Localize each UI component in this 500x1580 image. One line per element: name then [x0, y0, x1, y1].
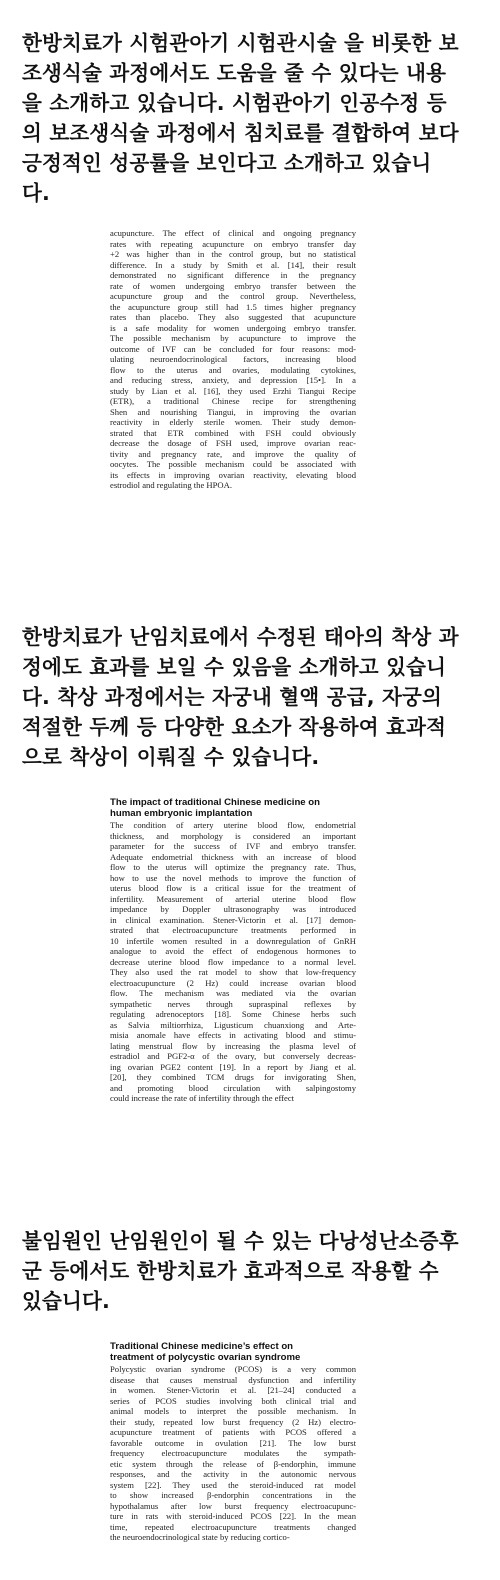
- excerpt-line: infertility. Measurement of arterial uterine blood flow: [110, 893, 356, 904]
- excerpt-line: thickness, and morphology is considered an important: [110, 830, 356, 841]
- commentary-line: 으로 착상이 이뤄질 수 있습니다.: [22, 745, 320, 769]
- excerpt-line: system [22]. They used the steroid-induced rat model: [110, 1479, 356, 1490]
- excerpt-line: flow to the uterus and ovaries, modulating cytokines,: [110, 364, 356, 375]
- commentary-line: 을 소개하고 있습니다. 시험관아기 인공수정 등: [22, 91, 447, 115]
- excerpt-line: sympathetic nerves through supraspinal reflexes by: [110, 998, 356, 1009]
- excerpt-line: regulating adrenoceptors [18]. Some Chinese herbs such: [110, 1009, 356, 1019]
- excerpt-line: difference. In a study by Smith et al. [14], their result: [110, 259, 356, 270]
- commentary-line: 긍정적인 성공률을 보인다고 소개하고 있습니: [22, 151, 432, 175]
- excerpt-line: the neuroendocrinological state by reducing cortico-: [110, 1532, 290, 1542]
- commentary-line: 다.: [22, 181, 50, 205]
- paper-excerpt-3: [110, 1341, 356, 1543]
- excerpt-line: strated that electroacupuncture treatments performed in: [110, 925, 356, 935]
- excerpt-line: and reducing stress, anxiety, and depression [15•]. In a: [110, 375, 356, 385]
- excerpt-line: series of PCOS studies involving both clinical trial and: [110, 1395, 356, 1406]
- commentary-line: 군 등에서도 한방치료가 효과적으로 작용할 수: [22, 1259, 439, 1283]
- excerpt-line: to show increased β-endorphin concentrations in the: [110, 1490, 356, 1500]
- commentary-line: 한방치료가 난임치료에서 수정된 태아의 착상 과: [22, 625, 459, 649]
- excerpt-line: estrodiol and regulating the HPOA.: [110, 480, 232, 490]
- excerpt-line: acupuncture. The effect of clinical and ongoing pregnancy: [110, 228, 356, 238]
- paper-excerpt-1: [110, 228, 356, 491]
- excerpt-line: its effects in improving ovarian reactivity, elevating blood: [110, 469, 356, 480]
- excerpt-line: how to use the novel methods to improve the function of: [110, 872, 356, 883]
- section-heading-line: Traditional Chinese medicine’s effect on: [110, 1341, 294, 1352]
- excerpt-line: (ETR), a traditional Chinese recipe for strengthening: [110, 396, 356, 406]
- excerpt-line: ulating neuroendocrinological factors, increasing blood: [110, 354, 356, 364]
- excerpt-line: The condition of artery uterine blood flow, endometrial: [110, 820, 356, 830]
- excerpt-line: rates than placebo. They also suggested that acupuncture: [110, 312, 356, 322]
- excerpt-line: responses, and the activity in the autonomic nervous: [110, 1469, 356, 1479]
- commentary-line: 적절한 두께 등 다양한 요소가 작용하여 효과적: [22, 715, 447, 739]
- commentary-block-3: [22, 1226, 482, 1316]
- excerpt-line: the acupuncture group still had 1.5 times higher pregnancy: [110, 301, 356, 312]
- excerpt-line: hypothalamus after low burst frequency electroacupunc-: [110, 1500, 356, 1511]
- excerpt-line: ture in rats with steroid-induced PCOS [22]. In the mean: [110, 1511, 356, 1521]
- excerpt-line: electroacupuncture (2 Hz) could increase ovarian blood: [110, 977, 356, 988]
- excerpt-line: Shen and nourishing Tiangui, in improving the ovarian: [110, 406, 356, 417]
- excerpt-line: estradiol and PGF2-α of the ovary, but conversely decreas-: [110, 1051, 356, 1061]
- excerpt-line: decrease uterine blood flow impedance to a normal level.: [110, 956, 356, 967]
- excerpt-line: impedance by Doppler ultrasonography was introduced: [110, 904, 356, 914]
- excerpt-line: They also used the rat model to show that low-frequency: [110, 967, 356, 977]
- excerpt-line: 10 infertile women resulted in a downregulation of GnRH: [110, 935, 356, 946]
- excerpt-line: in women. Stener-Victorin et al. [21–24] conducted a: [110, 1385, 356, 1395]
- excerpt-line: Polycystic ovarian syndrome (PCOS) is a very common: [110, 1364, 356, 1374]
- excerpt-line: could increase the rate of infertility through the effect: [110, 1093, 295, 1103]
- excerpt-line: rate of women undergoing embryo transfer between the: [110, 280, 356, 291]
- excerpt-line: reactivity in elderly sterile women. Their study demon-: [110, 417, 356, 427]
- excerpt-line: outcome of IVF can be concluded for four reasons: mod-: [110, 343, 356, 354]
- paper-excerpt-2: [110, 797, 356, 1104]
- excerpt-line: Adequate endometrial thickness with an increase of blood: [110, 851, 356, 862]
- excerpt-line: as Salvia miltiorrhiza, Ligusticum chuanxiong and Arte-: [110, 1019, 356, 1030]
- excerpt-line: time, repeated electroacupuncture treatments changed: [110, 1521, 356, 1532]
- excerpt-line: disease that causes menstrual dysfunction and infertility: [110, 1374, 356, 1385]
- commentary-line: 있습니다.: [22, 1289, 110, 1313]
- excerpt-line: rates with repeating acupuncture on embryo transfer day: [110, 238, 356, 249]
- commentary-line: 한방치료가 시험관아기 시험관시술 을 비롯한 보: [22, 31, 459, 55]
- commentary-block-2: [22, 622, 482, 772]
- commentary-block-1: [22, 28, 482, 208]
- excerpt-line: etic system through the release of β-endorphin, immune: [110, 1458, 356, 1469]
- section-heading-line: The impact of traditional Chinese medicine on: [110, 797, 321, 808]
- excerpt-line: favorable outcome in ovulation [21]. The low burst: [110, 1437, 356, 1448]
- excerpt-line: misia anomale have effects in activating blood and stimu-: [110, 1030, 356, 1040]
- excerpt-line: frequency electroacupuncture modulates the sympath-: [110, 1448, 356, 1458]
- excerpt-line: in clinical examination. Stener-Victorin et al. [17] demon-: [110, 914, 356, 925]
- excerpt-line: parameter for the success of IVF and embryo transfer.: [110, 841, 356, 851]
- excerpt-line: strated that ETR combined with FSH could obviously: [110, 427, 356, 438]
- excerpt-line: animal models to interpret the possible mechanism. In: [110, 1406, 356, 1416]
- excerpt-line: The possible mechanism by acupuncture to improve the: [110, 333, 356, 343]
- excerpt-line: +2 was higher than in the control group, but no statistical: [110, 249, 356, 259]
- excerpt-line: is a safe modality for women undergoing embryo transfer.: [110, 322, 356, 333]
- excerpt-line: lating menstrual flow by increasing the plasma level of: [110, 1040, 356, 1051]
- section-heading-line: human embryonic implantation: [110, 808, 253, 819]
- excerpt-line: acupuncture group and the control group. Nevertheless,: [110, 291, 356, 301]
- excerpt-line: acupuncture treatment of patients with PCOS offered a: [110, 1427, 356, 1437]
- excerpt-line: their study, repeated low burst frequency (2 Hz) electro-: [110, 1416, 356, 1427]
- excerpt-line: analogue to avoid the effect of endogenous hormones to: [110, 946, 356, 956]
- excerpt-line: demonstrated no significant difference in the pregnancy: [110, 270, 356, 280]
- excerpt-line: flow to the uterus will optimize the pregnancy rate. Thus,: [110, 862, 356, 872]
- excerpt-line: oocytes. The possible mechanism could be associated with: [110, 459, 356, 469]
- commentary-line: 의 보조생식술 과정에서 침치료를 결합하여 보다: [22, 121, 459, 145]
- excerpt-line: [20], they combined TCM drugs for invigorating Shen,: [110, 1072, 356, 1082]
- excerpt-line: and promoting blood circulation with salpingostomy: [110, 1082, 356, 1093]
- commentary-line: 조생식술 과정에서도 도움을 줄 수 있다는 내용: [22, 61, 447, 85]
- section-heading-line: treatment of polycystic ovarian syndrome: [110, 1352, 301, 1363]
- commentary-line: 불임원인 난임원인이 될 수 있는 다낭성난소증후: [22, 1229, 459, 1253]
- commentary-line: 정에도 효과를 보일 수 있음을 소개하고 있습니: [22, 655, 447, 679]
- excerpt-line: decrease the dosage of FSH used, improve ovarian reac-: [110, 438, 356, 448]
- excerpt-line: study by Lian et al. [16], they used Erzhi Tiangui Recipe: [110, 385, 356, 396]
- excerpt-line: ing ovarian PGE2 content [19]. In a report by Jiang et al.: [110, 1061, 356, 1072]
- commentary-line: 다. 착상 과정에서는 자궁내 혈액 공급, 자궁의: [22, 685, 443, 709]
- excerpt-line: flow. The mechanism was mediated via the ovarian: [110, 988, 356, 998]
- section-heading: [110, 797, 356, 819]
- section-heading: [110, 1341, 356, 1363]
- excerpt-line: uterus blood flow is a critical issue for the treatment of: [110, 883, 356, 893]
- excerpt-line: tivity and pregnancy rate, and improve the quality of: [110, 448, 356, 459]
